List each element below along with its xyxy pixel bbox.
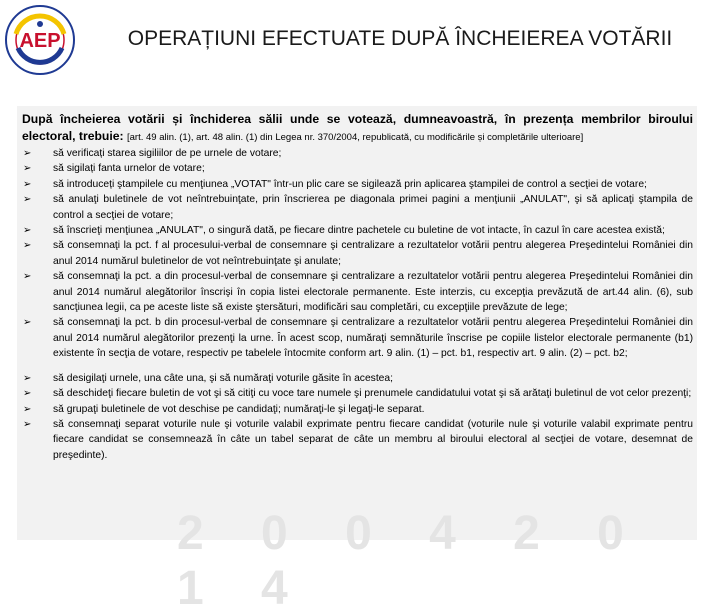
- page-title: OPERAȚIUNI EFECTUATE DUPĂ ÎNCHEIEREA VOTĂRII: [127, 27, 673, 50]
- watermark-years: 2 0 0 4 2 0 1 4: [177, 507, 646, 615]
- aep-logo: [4, 4, 76, 76]
- arrowhead-bullet-icon: ➢: [23, 163, 32, 175]
- legal-reference: [art. 49 alin. (1), art. 48 alin. (1) din Legea nr. 370/2004, republicată, cu modificările și completările ulterioare]: [126, 132, 584, 143]
- list-item: ➢ să verificați starea sigiliilor de pe urnele de votare;: [22, 146, 693, 161]
- intro-paragraph: [22, 111, 693, 146]
- list-item: ➢ să introduceți ştampilele cu menţiunea „VOTAT" într-un plic care se sigilează prin aplicarea ştampilei de control a secţiei de votare;: [22, 177, 693, 192]
- arrowhead-bullet-icon: ➢: [23, 418, 32, 430]
- content-panel: [17, 106, 697, 615]
- list-item: ➢ să sigilați fanta urnelor de votare;: [22, 161, 693, 176]
- arrowhead-bullet-icon: ➢: [23, 148, 32, 159]
- list-item: ➢ să consemnaţi la pct. b din procesul-verbal de consemnare şi centralizare a rezultatelor votării pentru alegerea Preşedintelui României din anul 2014 numărul alegătorilor prezenţi la urne. În acest scop, număraţi semnăturile înscrise pe copiile listelor electorale permanente (b1) existente în secţia de votare, respectiv pe tabelele întocmite conform art. 9 alin. (1) – pct. b1, respectiv art. 9 alin. (2) – pct. b2;: [23, 317, 693, 360]
- arrowhead-bullet-icon: ➢: [23, 194, 32, 206]
- list-item: ➢ să consemnaţi la pct. f al procesului-verbal de consemnare şi centralizare a rezultatelor votării pentru alegerea Preşedintelui României din anul 2014 numărul buletinelor de vot neîntrebuinţate şi anulate;: [23, 240, 693, 267]
- aep-seal-icon: [4, 4, 76, 76]
- list-item: ➢ să deschideţi fiecare buletin de vot şi să citiţi cu voce tare numele şi prenumele candidatului votat şi să arătaţi buletinul de vot celor prezenţi;: [22, 386, 693, 401]
- list-item: ➢ să grupaţi buletinele de vot deschise pe candidaţi; număraţi-le şi legaţi-le separat.: [22, 402, 693, 417]
- operations-list: [22, 146, 693, 463]
- list-item: ➢ să consemnaţi separat voturile nule şi voturile valabil exprimate pentru fiecare candidat (voturile nule şi voturile valabil exprimate pentru fiecare candidat se consemnează în câte un tabel separat de câte un membru al biroului electoral al secţiei de votare, desemnat de preşedinte).: [23, 418, 693, 461]
- list-item: ➢ să consemnaţi la pct. a din procesul-verbal de consemnare şi centralizare a rezultatelor votării pentru alegerea Preşedintelui României din anul 2014 numărul alegătorilor înscrişi în copia listei electorale permanente. Este interzis, cu excepţia prevăzută de art.44 alin. (6), sub sancţiunea legii, ca pe aceste liste să existe ştersături, modificări sau completări, cu excepţiile prevăzute de lege;: [23, 271, 693, 314]
- arrowhead-bullet-icon: ➢: [23, 317, 32, 329]
- arrowhead-bullet-icon: ➢: [23, 271, 32, 283]
- arrowhead-bullet-icon: ➢: [23, 225, 32, 237]
- arrowhead-bullet-icon: ➢: [23, 388, 32, 400]
- list-item: ➢ să înscrieţi menţiunea „ANULAT", o singură dată, pe fiecare dintre pachetele cu buletine de vot intacte, în cazul în care acestea există;: [22, 223, 693, 238]
- arrowhead-bullet-icon: ➢: [23, 372, 32, 384]
- arrowhead-bullet-icon: ➢: [23, 403, 32, 415]
- list-item: ➢ să desigilaţi urnele, una câte una, şi să număraţi voturile găsite în acestea;: [22, 371, 693, 386]
- svg-text:AEP: AEP: [19, 30, 61, 52]
- arrowhead-bullet-icon: ➢: [23, 178, 32, 190]
- arrowhead-bullet-icon: ➢: [23, 240, 32, 252]
- intro-text: După încheierea votării și închiderea sălii unde se votează, dumneavoastră, în prezența membrilor biroului electoral, trebuie:: [22, 112, 693, 143]
- list-item: ➢ să anulaţi buletinele de vot neîntrebuinţate, prin înscrierea pe diagonala primei pagini a menţiunii „ANULAT", şi să aplicaţi ştampila de control a secţiei de votare;: [23, 194, 693, 221]
